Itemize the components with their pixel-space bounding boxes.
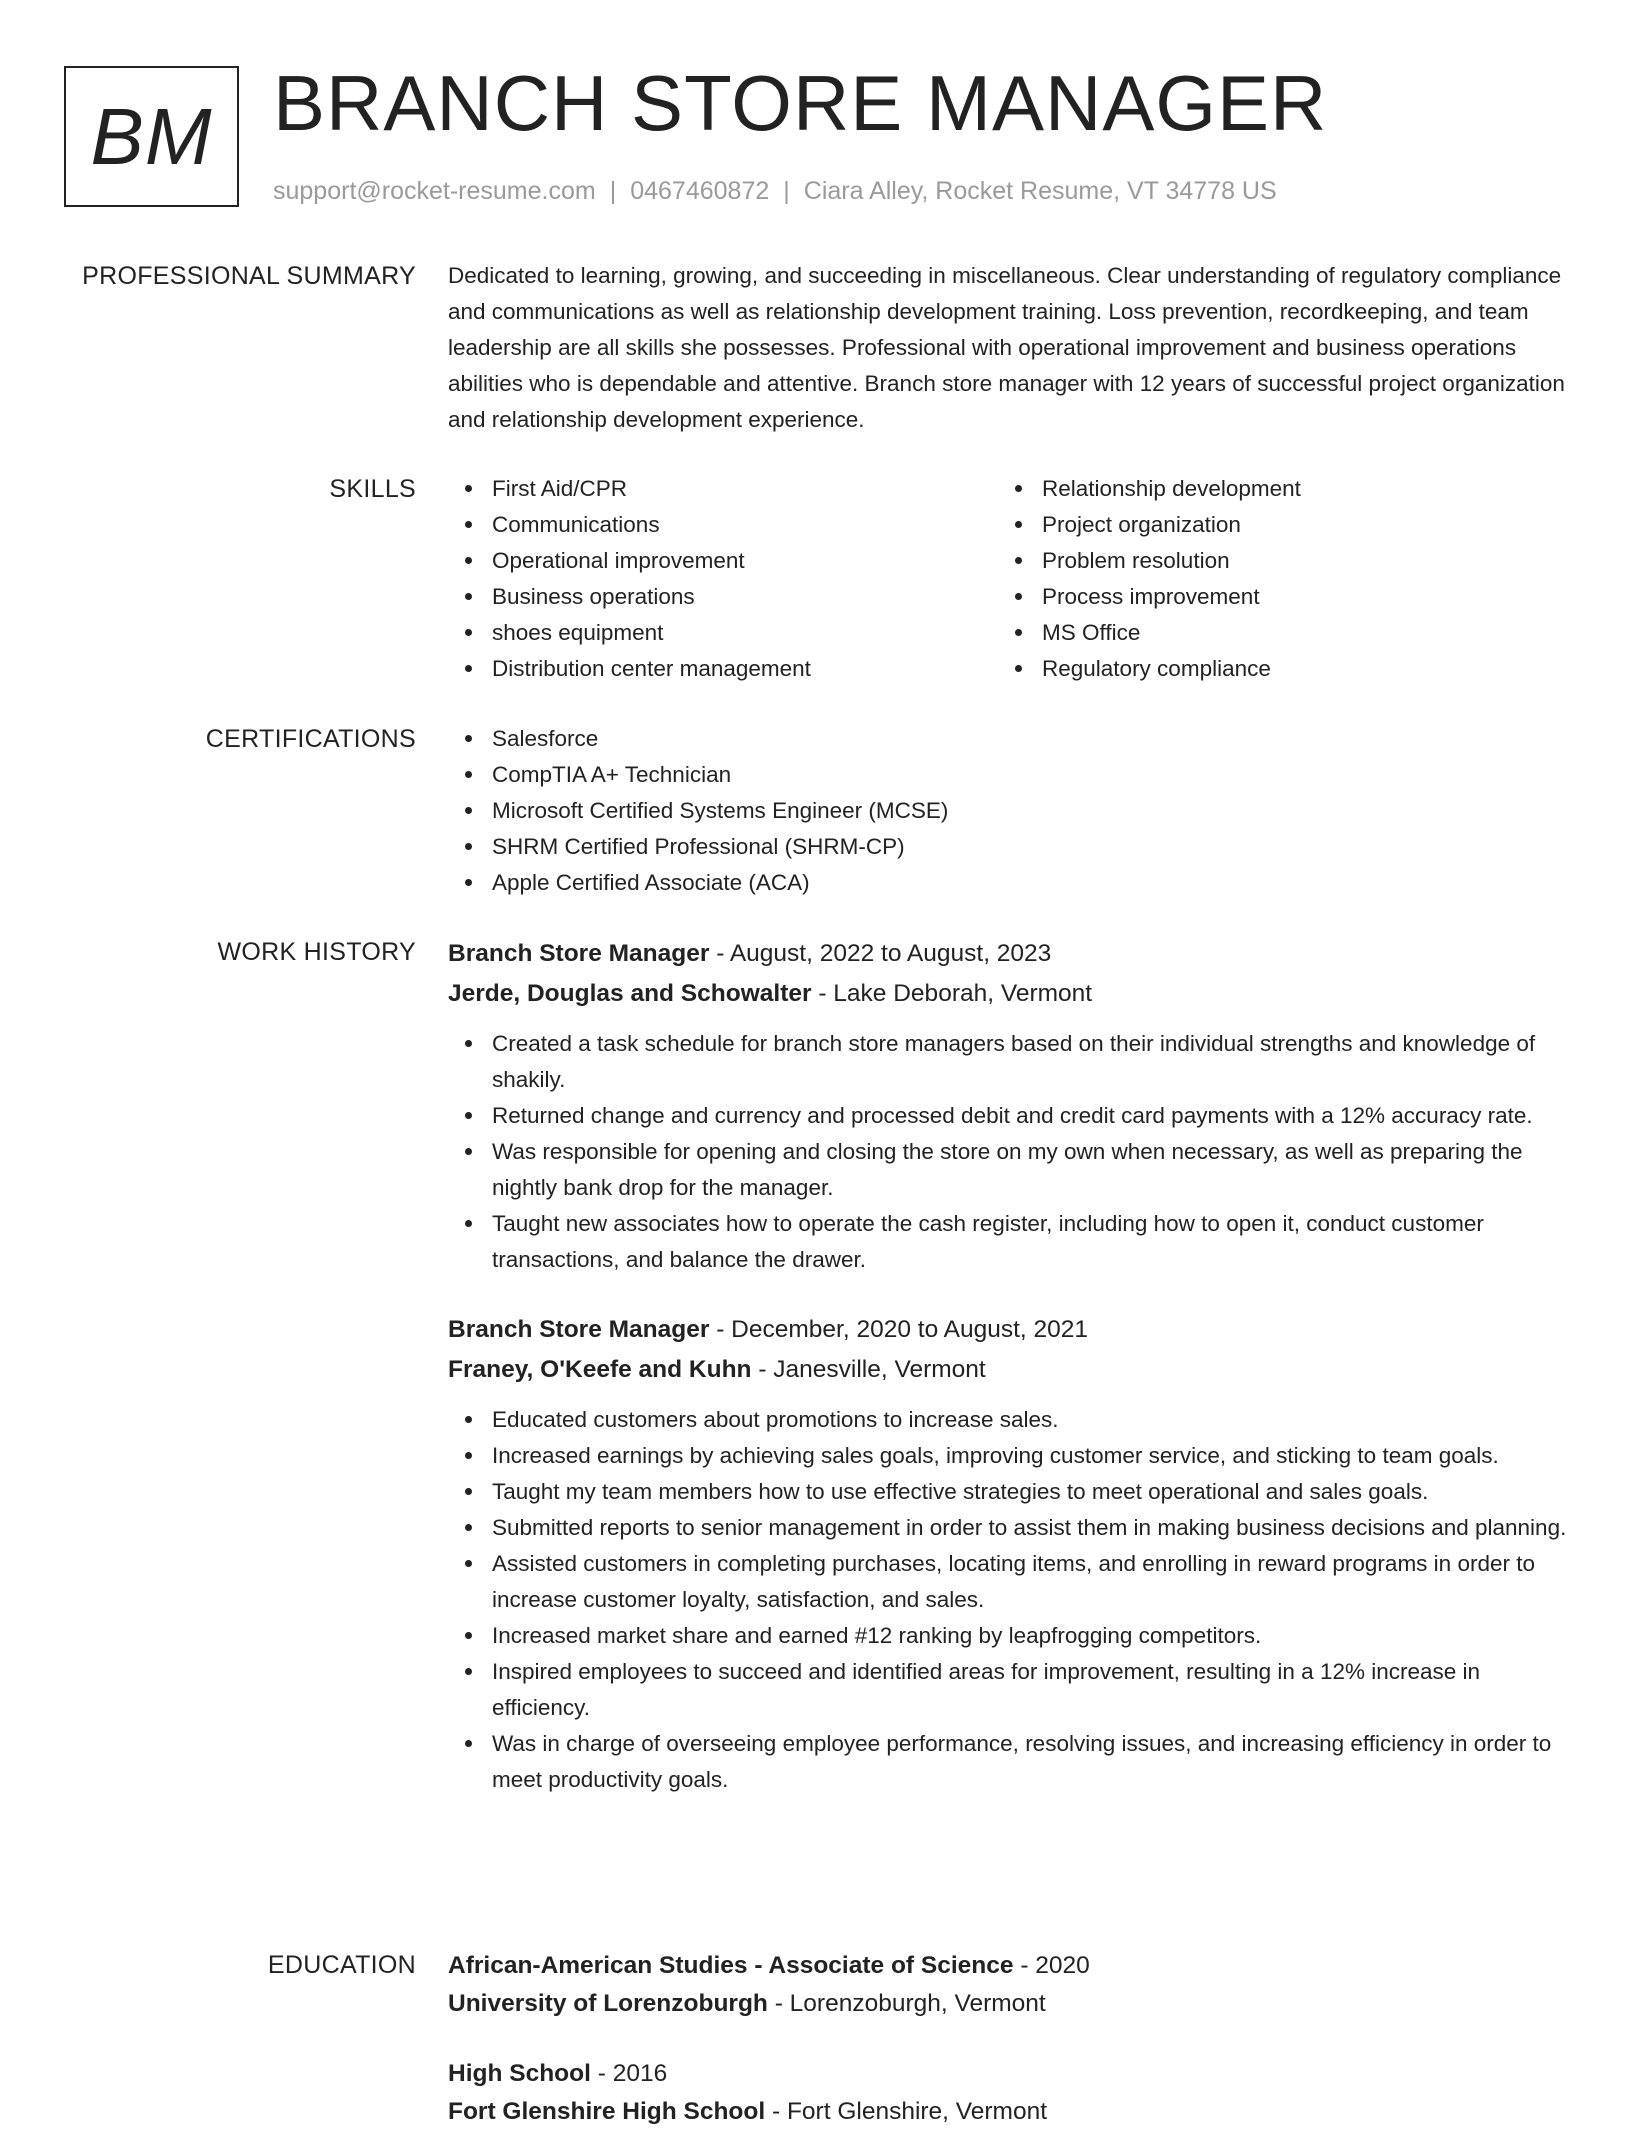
skill-item: Process improvement: [998, 579, 1548, 615]
job-dates: - December, 2020 to August, 2021: [716, 1316, 1089, 1343]
job-bullet: Increased earnings by achieving sales goals, improving customer service, and sticking to team goals.: [448, 1438, 1578, 1474]
skills-content: [448, 471, 1578, 687]
skill-item: Distribution center management: [448, 651, 998, 687]
contact-separator: |: [783, 177, 790, 205]
certification-item: Microsoft Certified Systems Engineer (MCSE): [448, 793, 1578, 829]
certification-item: Salesforce: [448, 721, 1578, 757]
skill-item: Relationship development: [998, 471, 1548, 507]
certifications-content: [448, 721, 1578, 901]
education-content: [448, 1947, 1578, 2131]
section-label-summary: PROFESSIONAL SUMMARY: [82, 262, 416, 290]
summary-content: [448, 258, 1578, 438]
job-entry: [448, 934, 1578, 1278]
job-bullets: [448, 1026, 1578, 1278]
skill-item: shoes equipment: [448, 615, 998, 651]
education-school-line: [448, 2093, 1578, 2131]
monogram-text: BM: [90, 91, 213, 181]
work-history-content: [448, 934, 1578, 1798]
contact-line: [273, 175, 1277, 207]
skill-item: Problem resolution: [998, 543, 1548, 579]
section-label-education: EDUCATION: [267, 1951, 416, 1979]
education-school-line: [448, 1985, 1578, 2023]
job-title: Branch Store Manager: [448, 940, 710, 967]
job-bullet: Submitted reports to senior management in order to assist them in making business decisions and planning.: [448, 1510, 1578, 1546]
job-company-line: [448, 1350, 1578, 1390]
education-school: University of Lorenzoburgh: [448, 1990, 768, 2017]
job-title-line: [448, 1310, 1578, 1350]
job-title: Branch Store Manager: [448, 1316, 710, 1343]
job-company: Jerde, Douglas and Schowalter: [448, 980, 812, 1007]
job-bullet: Assisted customers in completing purchases, locating items, and enrolling in reward programs in order to increase customer loyalty, satisfaction, and sales.: [448, 1546, 1578, 1618]
certification-item: SHRM Certified Professional (SHRM-CP): [448, 829, 1578, 865]
certification-item: CompTIA A+ Technician: [448, 757, 1578, 793]
job-entry: [448, 1310, 1578, 1798]
education-school: Fort Glenshire High School: [448, 2098, 766, 2125]
job-dates: - August, 2022 to August, 2023: [716, 940, 1052, 967]
job-title-line: [448, 934, 1578, 974]
skill-item: Operational improvement: [448, 543, 998, 579]
skills-list-left: [448, 471, 998, 687]
job-company: Franey, O'Keefe and Kuhn: [448, 1356, 752, 1383]
resume-title: BRANCH STORE MANAGER: [273, 59, 1328, 147]
education-entry: [448, 1947, 1578, 2023]
skills-list-right: [998, 471, 1548, 687]
job-bullet: Taught my team members how to use effective strategies to meet operational and sales goals.: [448, 1474, 1578, 1510]
contact-phone: 0467460872: [630, 177, 770, 205]
section-label-skills: SKILLS: [329, 475, 416, 503]
skill-item: Project organization: [998, 507, 1548, 543]
job-company-line: [448, 974, 1578, 1014]
education-degree-line: [448, 1947, 1578, 1985]
summary-text: Dedicated to learning, growing, and succeeding in miscellaneous. Clear understanding of regulatory compliance and communications as well as relationship development training. Loss prevention, recordkeeping, and team leadership are all skills she possesses. Professional with operational improvement and business operations abilities who is dependable and attentive. Branch store manager with 12 years of successful project organization and relationship development experience.: [448, 263, 1565, 432]
contact-email: support@rocket-resume.com: [273, 177, 596, 205]
job-bullet: Was in charge of overseeing employee performance, resolving issues, and increasing efficiency in order to meet productivity goals.: [448, 1726, 1578, 1798]
monogram-badge: [64, 66, 239, 207]
section-label-work-history: WORK HISTORY: [217, 938, 416, 966]
job-bullet: Was responsible for opening and closing the store on my own when necessary, as well as preparing the nightly bank drop for the manager.: [448, 1134, 1578, 1206]
job-bullet: Taught new associates how to operate the cash register, including how to open it, conduct customer transactions, and balance the drawer.: [448, 1206, 1578, 1278]
education-year: - 2016: [597, 2060, 668, 2087]
skill-item: Communications: [448, 507, 998, 543]
section-label-certifications: CERTIFICATIONS: [205, 725, 416, 753]
job-bullet: Created a task schedule for branch store managers based on their individual strengths and knowledge of shakily.: [448, 1026, 1578, 1098]
job-bullet: Returned change and currency and processed debit and credit card payments with a 12% accuracy rate.: [448, 1098, 1578, 1134]
job-bullet: Educated customers about promotions to increase sales.: [448, 1402, 1578, 1438]
education-year: - 2020: [1020, 1952, 1090, 1979]
certification-item: Apple Certified Associate (ACA): [448, 865, 1578, 901]
job-location: - Lake Deborah, Vermont: [818, 980, 1093, 1007]
contact-separator: |: [609, 177, 617, 205]
job-bullets: [448, 1402, 1578, 1798]
skill-item: Business operations: [448, 579, 998, 615]
education-degree-line: [448, 2055, 1578, 2093]
contact-address: Ciara Alley, Rocket Resume, VT 34778 US: [803, 177, 1277, 205]
education-degree: African-American Studies - Associate of Science: [448, 1952, 1014, 1979]
skill-item: MS Office: [998, 615, 1548, 651]
education-location: - Fort Glenshire, Vermont: [771, 2098, 1048, 2125]
education-degree: High School: [448, 2060, 591, 2087]
skill-item: Regulatory compliance: [998, 651, 1548, 687]
job-bullet: Increased market share and earned #12 ranking by leapfrogging competitors.: [448, 1618, 1578, 1654]
education-location: - Lorenzoburgh, Vermont: [774, 1990, 1046, 2017]
education-entry: [448, 2055, 1578, 2131]
skill-item: First Aid/CPR: [448, 471, 998, 507]
certifications-list: [448, 721, 1578, 901]
job-location: - Janesville, Vermont: [758, 1356, 986, 1383]
job-bullet: Inspired employees to succeed and identified areas for improvement, resulting in a 12% increase in efficiency.: [448, 1654, 1578, 1726]
